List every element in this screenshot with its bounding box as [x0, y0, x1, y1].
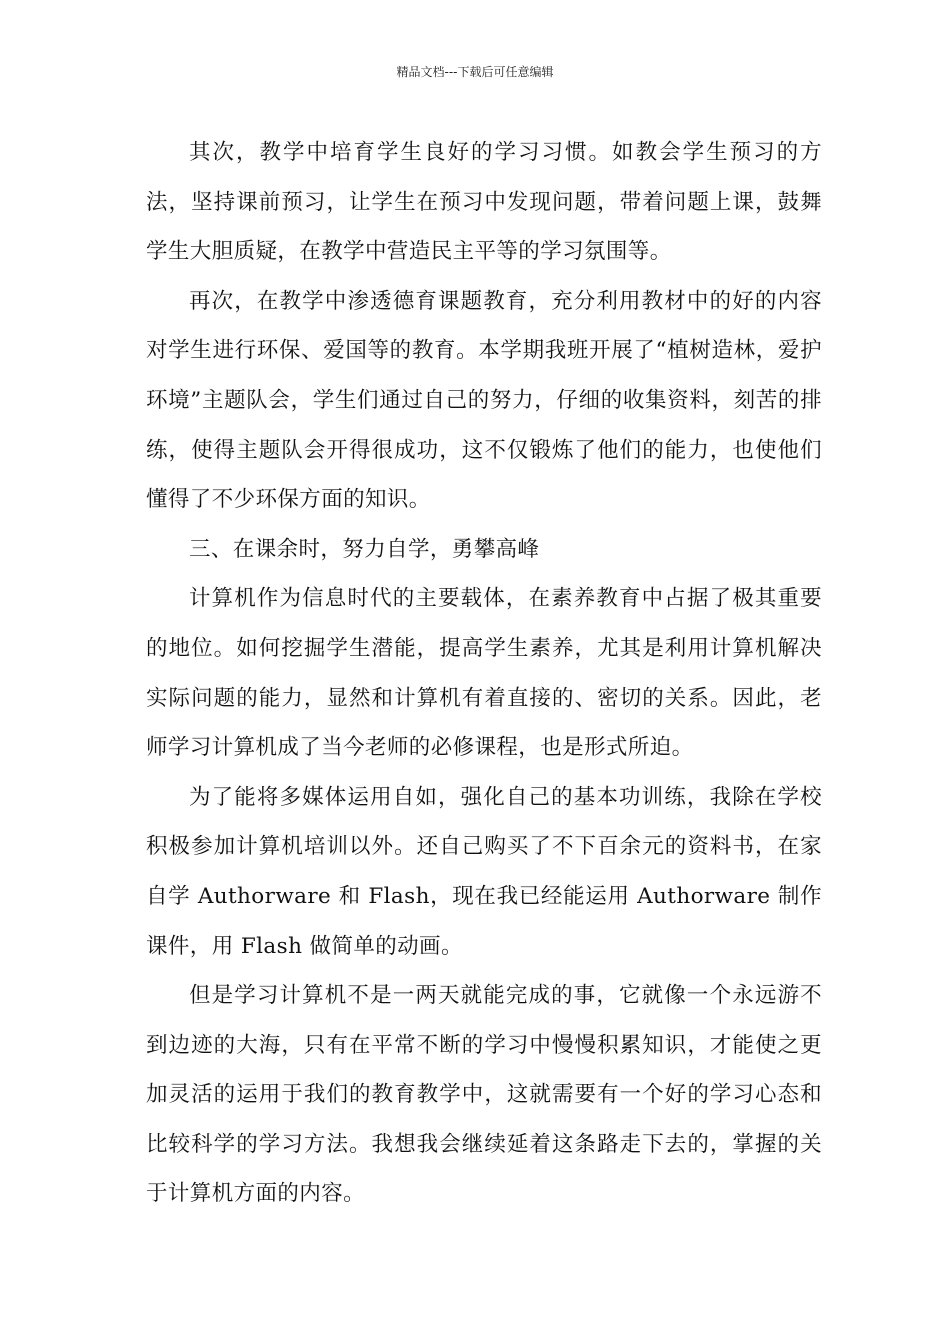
paragraph-multimedia-training: 为了能将多媒体运用自如，强化自己的基本功训练，我除在学校积极参加计算机培训以外。还自己购买了不下百余元的资料书，在家自学 Authorware 和 Flash，现在我已经能运用 Authorware 制作课件，用 Flash 做简单的动画。	[146, 784, 822, 959]
paragraph-computer-importance: 计算机作为信息时代的主要载体，在素养教育中占据了极其重要的地位。如何挖掘学生潜能，提高学生素养，尤其是利用计算机解决实际问题的能力，显然和计算机有着直接的、密切的关系。因此，老师学习计算机成了当今老师的必修课程，也是形式所迫。	[146, 586, 822, 761]
paragraph-moral-education: 再次，在教学中渗透德育课题教育，充分利用教材中的好的内容对学生进行环保、爱国等的教育。本学期我班开展了“植树造林，爱护环境”主题队会，学生们通过自己的努力，仔细的收集资料，刻苦的排练，使得主题队会开得很成功，这不仅锻炼了他们的能力，也使他们懂得了不少环保方面的知识。	[146, 288, 822, 513]
section-heading: 三、在课余时，努力自学，勇攀高峰	[189, 536, 540, 562]
paragraph-continuous-learning: 但是学习计算机不是一两天就能完成的事，它就像一个永远游不到边迹的大海，只有在平常不断的学习中慢慢积累知识，才能使之更加灵活的运用于我们的教育教学中，这就需要有一个好的学习心态和比较科学的学习方法。我想我会继续延着这条路走下去的，掌握的关于计算机方面的内容。	[146, 983, 822, 1207]
page-header: 精品文档---下载后可任意编辑	[396, 65, 554, 79]
paragraph-habits: 其次，教学中培育学生良好的学习习惯。如教会学生预习的方法，坚持课前预习，让学生在预习中发现问题，带着问题上课，鼓舞学生大胆质疑，在教学中营造民主平等的学习氛围等。	[146, 140, 822, 265]
document-body	[146, 128, 822, 1219]
